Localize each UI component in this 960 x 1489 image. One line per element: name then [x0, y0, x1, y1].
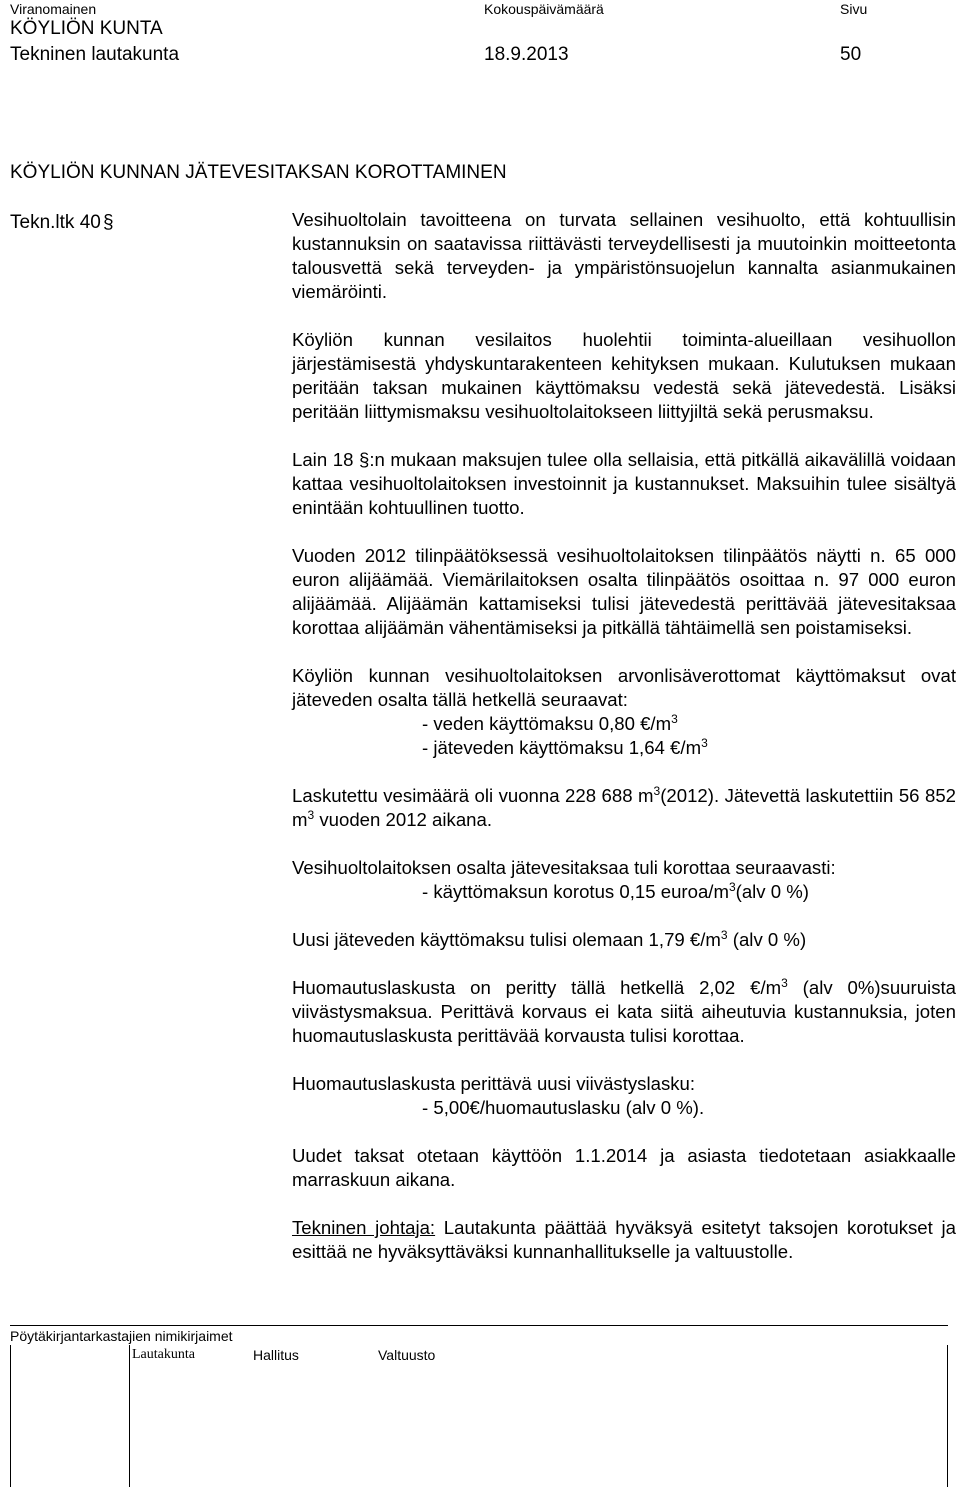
document-body [292, 208, 956, 1264]
fee-item-wastewater: - jäteveden käyttömaksu 1,64 $€/m^3$ [422, 735, 708, 758]
authority-name: Tekninen lautakunta [10, 44, 180, 65]
proposal-text: Lautakunta päättää hyväksyä esitetyt taksojen korotukset ja esittää ne hyväksyttäväksi kunnanhallitukselle ja valtuustolle. [292, 1217, 956, 1262]
page-number: 50 [840, 44, 862, 65]
section-symbol: § [103, 212, 114, 233]
label-date: Kokouspäivämäärä [484, 1, 604, 17]
fee-item-water: - veden käyttömaksu 0,80 $€/m^3$ [422, 711, 678, 734]
paragraph-4: Vuoden 2012 tilinpäätöksessä vesihuoltolaitoksen tilinpäätös näytti n. 65 000 euron alijäämää. Viemärilaitoksen osalta tilinpäätös osoittaa n. 97 000 euron alijäämää. Alijäämän kattamiseksi tulisi jätevedestä perittävää jätevesitaksaa korottaa alijäämän vähentämiseksi ja pitkällä tähtäimellä sen poistamiseksi. [292, 545, 956, 638]
footer-col-hallitus: Hallitus [253, 1347, 299, 1363]
document-title: KÖYLIÖN KUNNAN JÄTEVESITAKSAN KOROTTAMINEN [10, 162, 507, 183]
paragraph-5 [292, 664, 956, 760]
meeting-date: 18.9.2013 [484, 44, 569, 65]
late-fee-intro: Huomautuslaskusta perittävä uusi viivästyslasku: [292, 1073, 696, 1094]
label-authority: Viranomainen [10, 1, 97, 17]
paragraph-3: Lain 18 §:n mukaan maksujen tulee olla sellaisia, että pitkällä aikavälillä voidaan kattaa vesihuoltolaitoksen investoinnit ja kustannukset. Maksuihin tulee sisältyä enintään kohtuullinen tuotto. [292, 449, 956, 518]
committee-abbr: Tekn.ltk [10, 212, 75, 233]
increase-intro: Vesihuoltolaitoksen osalta jätevesitaksaa tuli korottaa seuraavasti: [292, 857, 836, 878]
paragraph-6: Laskutettu vesimäärä oli vuonna 228 688 $m^3(2012)$. Jätevettä laskutettiin 56 852 $m^3$ vuoden 2012 aikana. [292, 783, 956, 830]
header-labels [10, 0, 950, 18]
footer-col-lautakunta: Lautakunta [132, 1347, 195, 1362]
footer-rule [10, 1325, 948, 1326]
increase-item: - käyttömaksun korotus 0,15 euroa/$m^3(alv$ 0 %) [422, 879, 809, 902]
footer-col-valtuusto: Valtuusto [378, 1347, 436, 1363]
fees-intro: Köyliön kunnan vesihuoltolaitoksen arvonlisäverottomat käyttömaksut ovat jäteveden osalta tällä hetkellä seuraavat: [292, 665, 956, 710]
organization-name: KÖYLIÖN KUNTA [10, 18, 163, 39]
signature-box [10, 1345, 948, 1487]
paragraph-11: Uudet taksat otetaan käyttöön 1.1.2014 ja asiasta tiedotetaan asiakkaalle marraskuun aikana. [292, 1145, 956, 1190]
paragraph-8: Uusi jäteveden käyttömaksu tulisi olemaan 1,79 $€/m^3$ (alv 0 %) [292, 927, 807, 950]
proposal-paragraph [292, 1216, 956, 1264]
paragraph-10 [292, 1072, 956, 1120]
proposal-label: Tekninen johtaja: [292, 1217, 436, 1238]
section-identifier [10, 212, 114, 234]
label-page: Sivu [840, 1, 868, 17]
footer-label: Pöytäkirjantarkastajien nimikirjaimet [10, 1328, 233, 1344]
paragraph-7 [292, 856, 956, 904]
late-fee-item: - 5,00€/huomautuslasku (alv 0 %). [422, 1097, 705, 1118]
section-number: 40 [79, 212, 101, 233]
paragraph-2: Köyliön kunnan vesilaitos huolehtii toiminta-alueillaan vesihuollon järjestämisestä yhdyskuntarakenteen kehityksen mukaan. Kulutuksen mukaan peritään taksan mukainen käyttömaksu vedestä sekä jätevedestä. Lisäksi peritään liittymismaksu vesihuoltolaitokseen liittyjiltä sekä perusmaksu. [292, 329, 956, 422]
box-divider [129, 1345, 130, 1487]
paragraph-9: Huomautuslaskusta on peritty tällä hetkellä 2,02 $€/m^3$ (alv 0%)suuruista viivästysmaksua. Perittävä korvaus ei kata siitä aiheutuvia kustannuksia, joten huomautuslaskusta perittävää korvausta tulisi korottaa. [292, 975, 956, 1046]
paragraph-1: Vesihuoltolain tavoitteena on turvata sellainen vesihuolto, että kohtuullisin kustannuksin on saatavissa riittävästi terveydellisesti ja muutoinkin moitteetonta talousvettä sekä terveyden- ja ympäristönsuojelun kannalta asianmukainen viemäröinti. [292, 209, 956, 302]
